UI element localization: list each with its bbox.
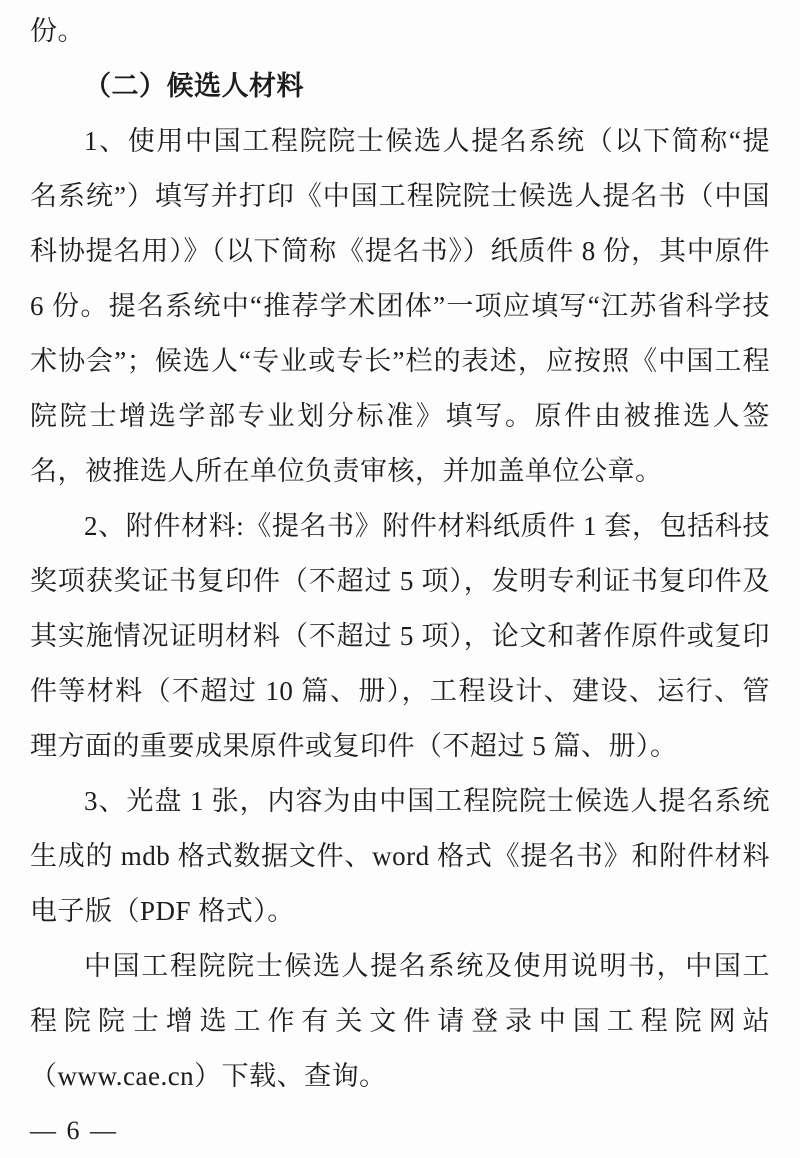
- page-number: — 6 —: [30, 1116, 118, 1145]
- continuation-line: 份。: [30, 16, 85, 46]
- section-heading: （二）候选人材料: [84, 71, 304, 101]
- paragraph-website-note: 中国工程院院士候选人提名系统及使用说明书，中国工程院院士增选工作有关文件请登录中国工程院网站（www.cae.cn）下载、查询。: [30, 951, 770, 1091]
- paragraph-candidate-materials-1: 1、使用中国工程院院士候选人提名系统（以下简称“提名系统”）填写并打印《中国工程院院士候选人提名书（中国科协提名用）》（以下简称《提名书》）纸质件 8 份，其中原件 6 份。提名系统中“推荐学术团体”一项应填写“江苏省科学技术协会”；候选人“专业或专长”栏的表述，应按照《中国工程院院士增选学部专业划分标准》填写。原件由被推选人签名，被推选人所在单位负责审核，并加盖单位公章。: [30, 126, 770, 486]
- paragraph-cd-materials-3: 3、光盘 1 张，内容为由中国工程院院士候选人提名系统生成的 mdb 格式数据文件、word 格式《提名书》和附件材料电子版（PDF 格式）。: [30, 786, 770, 926]
- paragraph-attachment-materials-2: 2、附件材料:《提名书》附件材料纸质件 1 套，包括科技奖项获奖证书复印件（不超过 5 项），发明专利证书复印件及其实施情况证明材料（不超过 5 项），论文和著作原件或复印件等材料（不超过 10 篇、册），工程设计、建设、运行、管理方面的重要成果原件或复印件（不超过 5 篇、册）。: [30, 511, 770, 761]
